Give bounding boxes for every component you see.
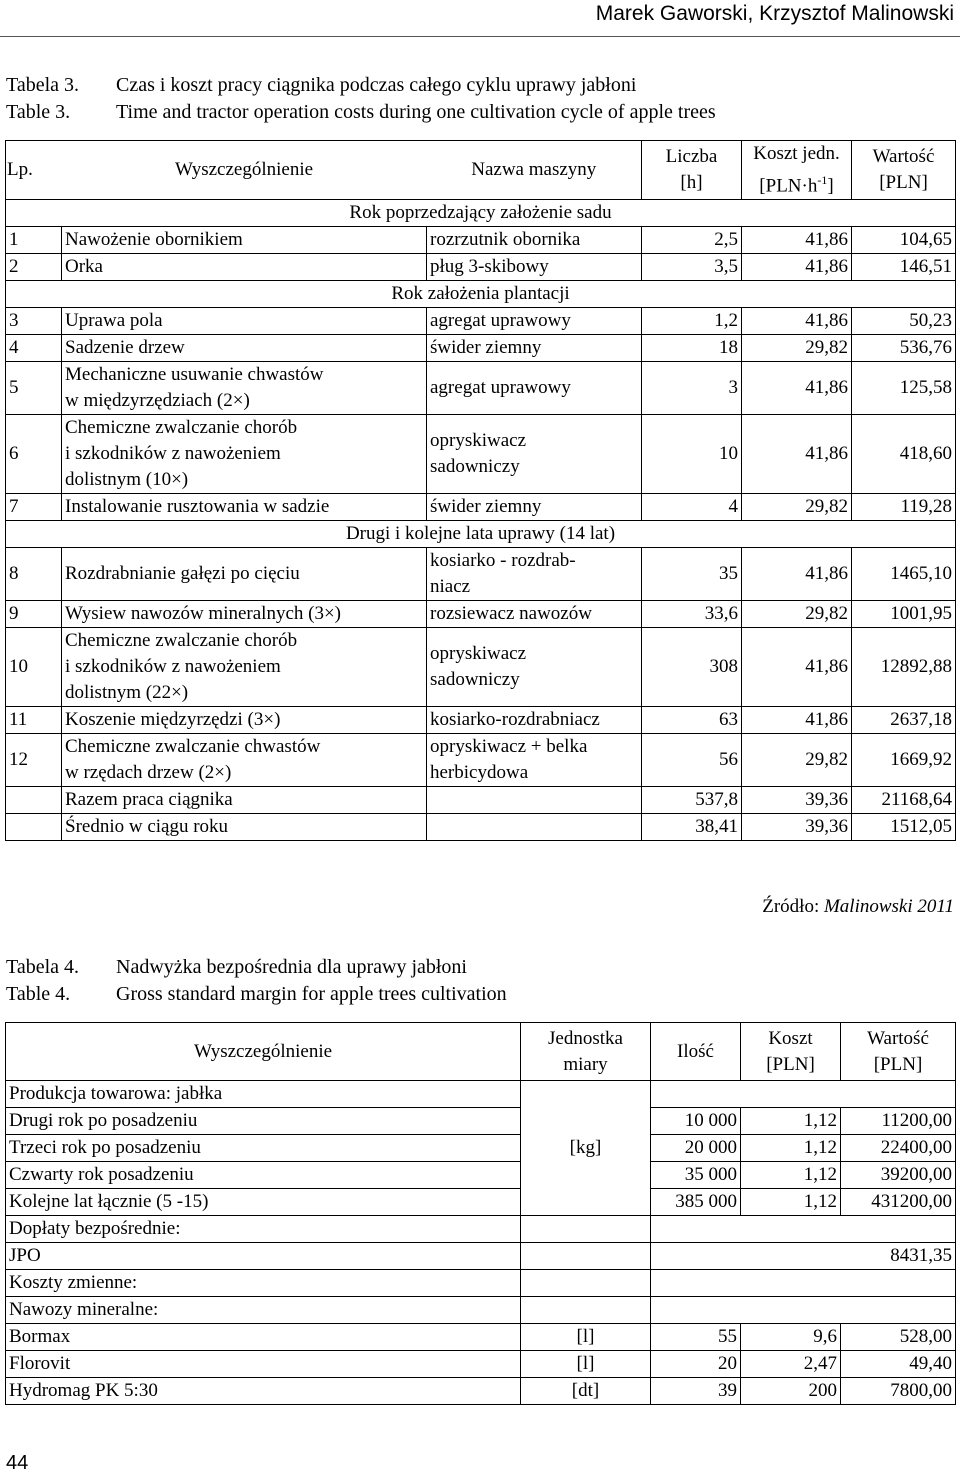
table-row: 9 Wysiew nawozów mineralnych (3×) rozsiewacz nawozów 33,6 29,82 1001,95 bbox=[6, 601, 956, 628]
table3-header-row bbox=[6, 141, 956, 200]
table-row: 5 Mechaniczne usuwanie chwastów w międzyrzędziach (2×) agregat uprawowy 3 41,86 125,58 bbox=[6, 362, 956, 415]
table-row: 1 Nawożenie obornikiem rozrzutnik obornika 2,5 41,86 104,65 bbox=[6, 227, 956, 254]
table4-title-en: Gross standard margin for apple trees cultivation bbox=[116, 983, 507, 1005]
table3-label-pl: Tabela 3. bbox=[6, 74, 80, 96]
table3-title-pl: Czas i koszt pracy ciągnika podczas całego cyklu uprawy jabłoni bbox=[116, 74, 637, 96]
table4-caption bbox=[6, 954, 507, 1008]
table-row: Koszty zmienne: bbox=[6, 1270, 956, 1297]
table3-caption bbox=[6, 72, 716, 126]
table-row: Trzeci rok po posadzeniu 20 000 1,12 22400,00 bbox=[6, 1135, 956, 1162]
table3 bbox=[5, 140, 956, 841]
table3-title-en: Time and tractor operation costs during one cultivation cycle of apple trees bbox=[116, 101, 716, 123]
section-row: Rok założenia plantacji bbox=[6, 281, 956, 308]
table4 bbox=[5, 1022, 956, 1405]
table3-label-en: Table 3. bbox=[6, 101, 71, 123]
col-ilosc-header: Ilość bbox=[651, 1023, 741, 1081]
table3-source: Źródło: Malinowski 2011 bbox=[762, 896, 954, 917]
table-row: 12 Chemiczne zwalczanie chwastów w rzędach drzew (2×) opryskiwacz + belka herbicydowa 56 29,82 1669,92 bbox=[6, 734, 956, 787]
table-row: 10 Chemiczne zwalczanie chorób i szkodników z nawożeniem dolistnym (22×) opryskiwacz sadowniczy 308 41,86 12892,88 bbox=[6, 628, 956, 707]
col-wartosc-header: Wartość [PLN] bbox=[841, 1023, 956, 1081]
table-row: 8 Rozdrabnianie gałęzi po cięciu kosiarko - rozdrab- niacz 35 41,86 1465,10 bbox=[6, 548, 956, 601]
average-row: Średnio w ciągu roku 38,41 39,36 1512,05 bbox=[6, 814, 956, 841]
table-row: 4 Sadzenie drzew świder ziemny 18 29,82 536,76 bbox=[6, 335, 956, 362]
table4-title-pl: Nadwyżka bezpośrednia dla uprawy jabłoni bbox=[116, 956, 467, 978]
table4-header-row bbox=[6, 1023, 956, 1081]
table-row: 11 Koszenie międzyrzędzi (3×) kosiarko-rozdrabniacz 63 41,86 2637,18 bbox=[6, 707, 956, 734]
col-jednostka-header: Jednostka miary bbox=[521, 1023, 651, 1081]
table-row: Bormax [l] 55 9,6 528,00 bbox=[6, 1324, 956, 1351]
table-row: Kolejne lat łącznie (5 -15) 385 000 1,12 431200,00 bbox=[6, 1189, 956, 1216]
col-wartosc-header: Wartość [PLN] bbox=[852, 141, 956, 200]
table-row: Florovit [l] 20 2,47 49,40 bbox=[6, 1351, 956, 1378]
table-row: 6 Chemiczne zwalczanie chorób i szkodników z nawożeniem dolistnym (10×) opryskiwacz sadowniczy 10 41,86 418,60 bbox=[6, 415, 956, 494]
table-row: 3 Uprawa pola agregat uprawowy 1,2 41,86 50,23 bbox=[6, 308, 956, 335]
section-row: Drugi i kolejne lata uprawy (14 lat) bbox=[6, 521, 956, 548]
col-koszt-header: Koszt [PLN] bbox=[741, 1023, 841, 1081]
section-row: Rok poprzedzający założenie sadu bbox=[6, 200, 956, 227]
col-wyszczegolnienie-header: Wyszczególnienie bbox=[6, 1023, 521, 1081]
unit-kg: [kg] bbox=[521, 1081, 651, 1216]
table-row: Nawozy mineralne: bbox=[6, 1297, 956, 1324]
table-row: Hydromag PK 5:30 [dt] 39 200 7800,00 bbox=[6, 1378, 956, 1405]
table-row: 7 Instalowanie rusztowania w sadzie świder ziemny 4 29,82 119,28 bbox=[6, 494, 956, 521]
table-row: Produkcja towarowa: jabłka [kg] bbox=[6, 1081, 956, 1108]
page-header bbox=[0, 0, 960, 37]
page-authors: Marek Gaworski, Krzysztof Malinowski bbox=[595, 2, 954, 25]
table4-label-pl: Tabela 4. bbox=[6, 956, 80, 978]
table4-label-en: Table 4. bbox=[6, 983, 71, 1005]
table-row: Czwarty rok posadzeniu 35 000 1,12 39200,00 bbox=[6, 1162, 956, 1189]
table-row: 2 Orka pług 3-skibowy 3,5 41,86 146,51 bbox=[6, 254, 956, 281]
total-row: Razem praca ciągnika 537,8 39,36 21168,64 bbox=[6, 787, 956, 814]
col-wyszczegolnienie-header: Wyszczególnienie bbox=[62, 141, 427, 200]
table-row: Dopłaty bezpośrednie: bbox=[6, 1216, 956, 1243]
col-maszyna-header: Nazwa maszyny bbox=[427, 141, 642, 200]
col-lp-header: Lp. bbox=[6, 141, 62, 200]
table-row: JPO 8431,35 bbox=[6, 1243, 956, 1270]
col-liczba-header: Liczba [h] bbox=[642, 141, 742, 200]
page-number: 44 bbox=[6, 1452, 29, 1474]
col-koszt-header: Koszt jedn. $[PLN\cdot h^{-1}]$ bbox=[742, 141, 852, 200]
table-row: Drugi rok po posadzeniu 10 000 1,12 11200,00 bbox=[6, 1108, 956, 1135]
